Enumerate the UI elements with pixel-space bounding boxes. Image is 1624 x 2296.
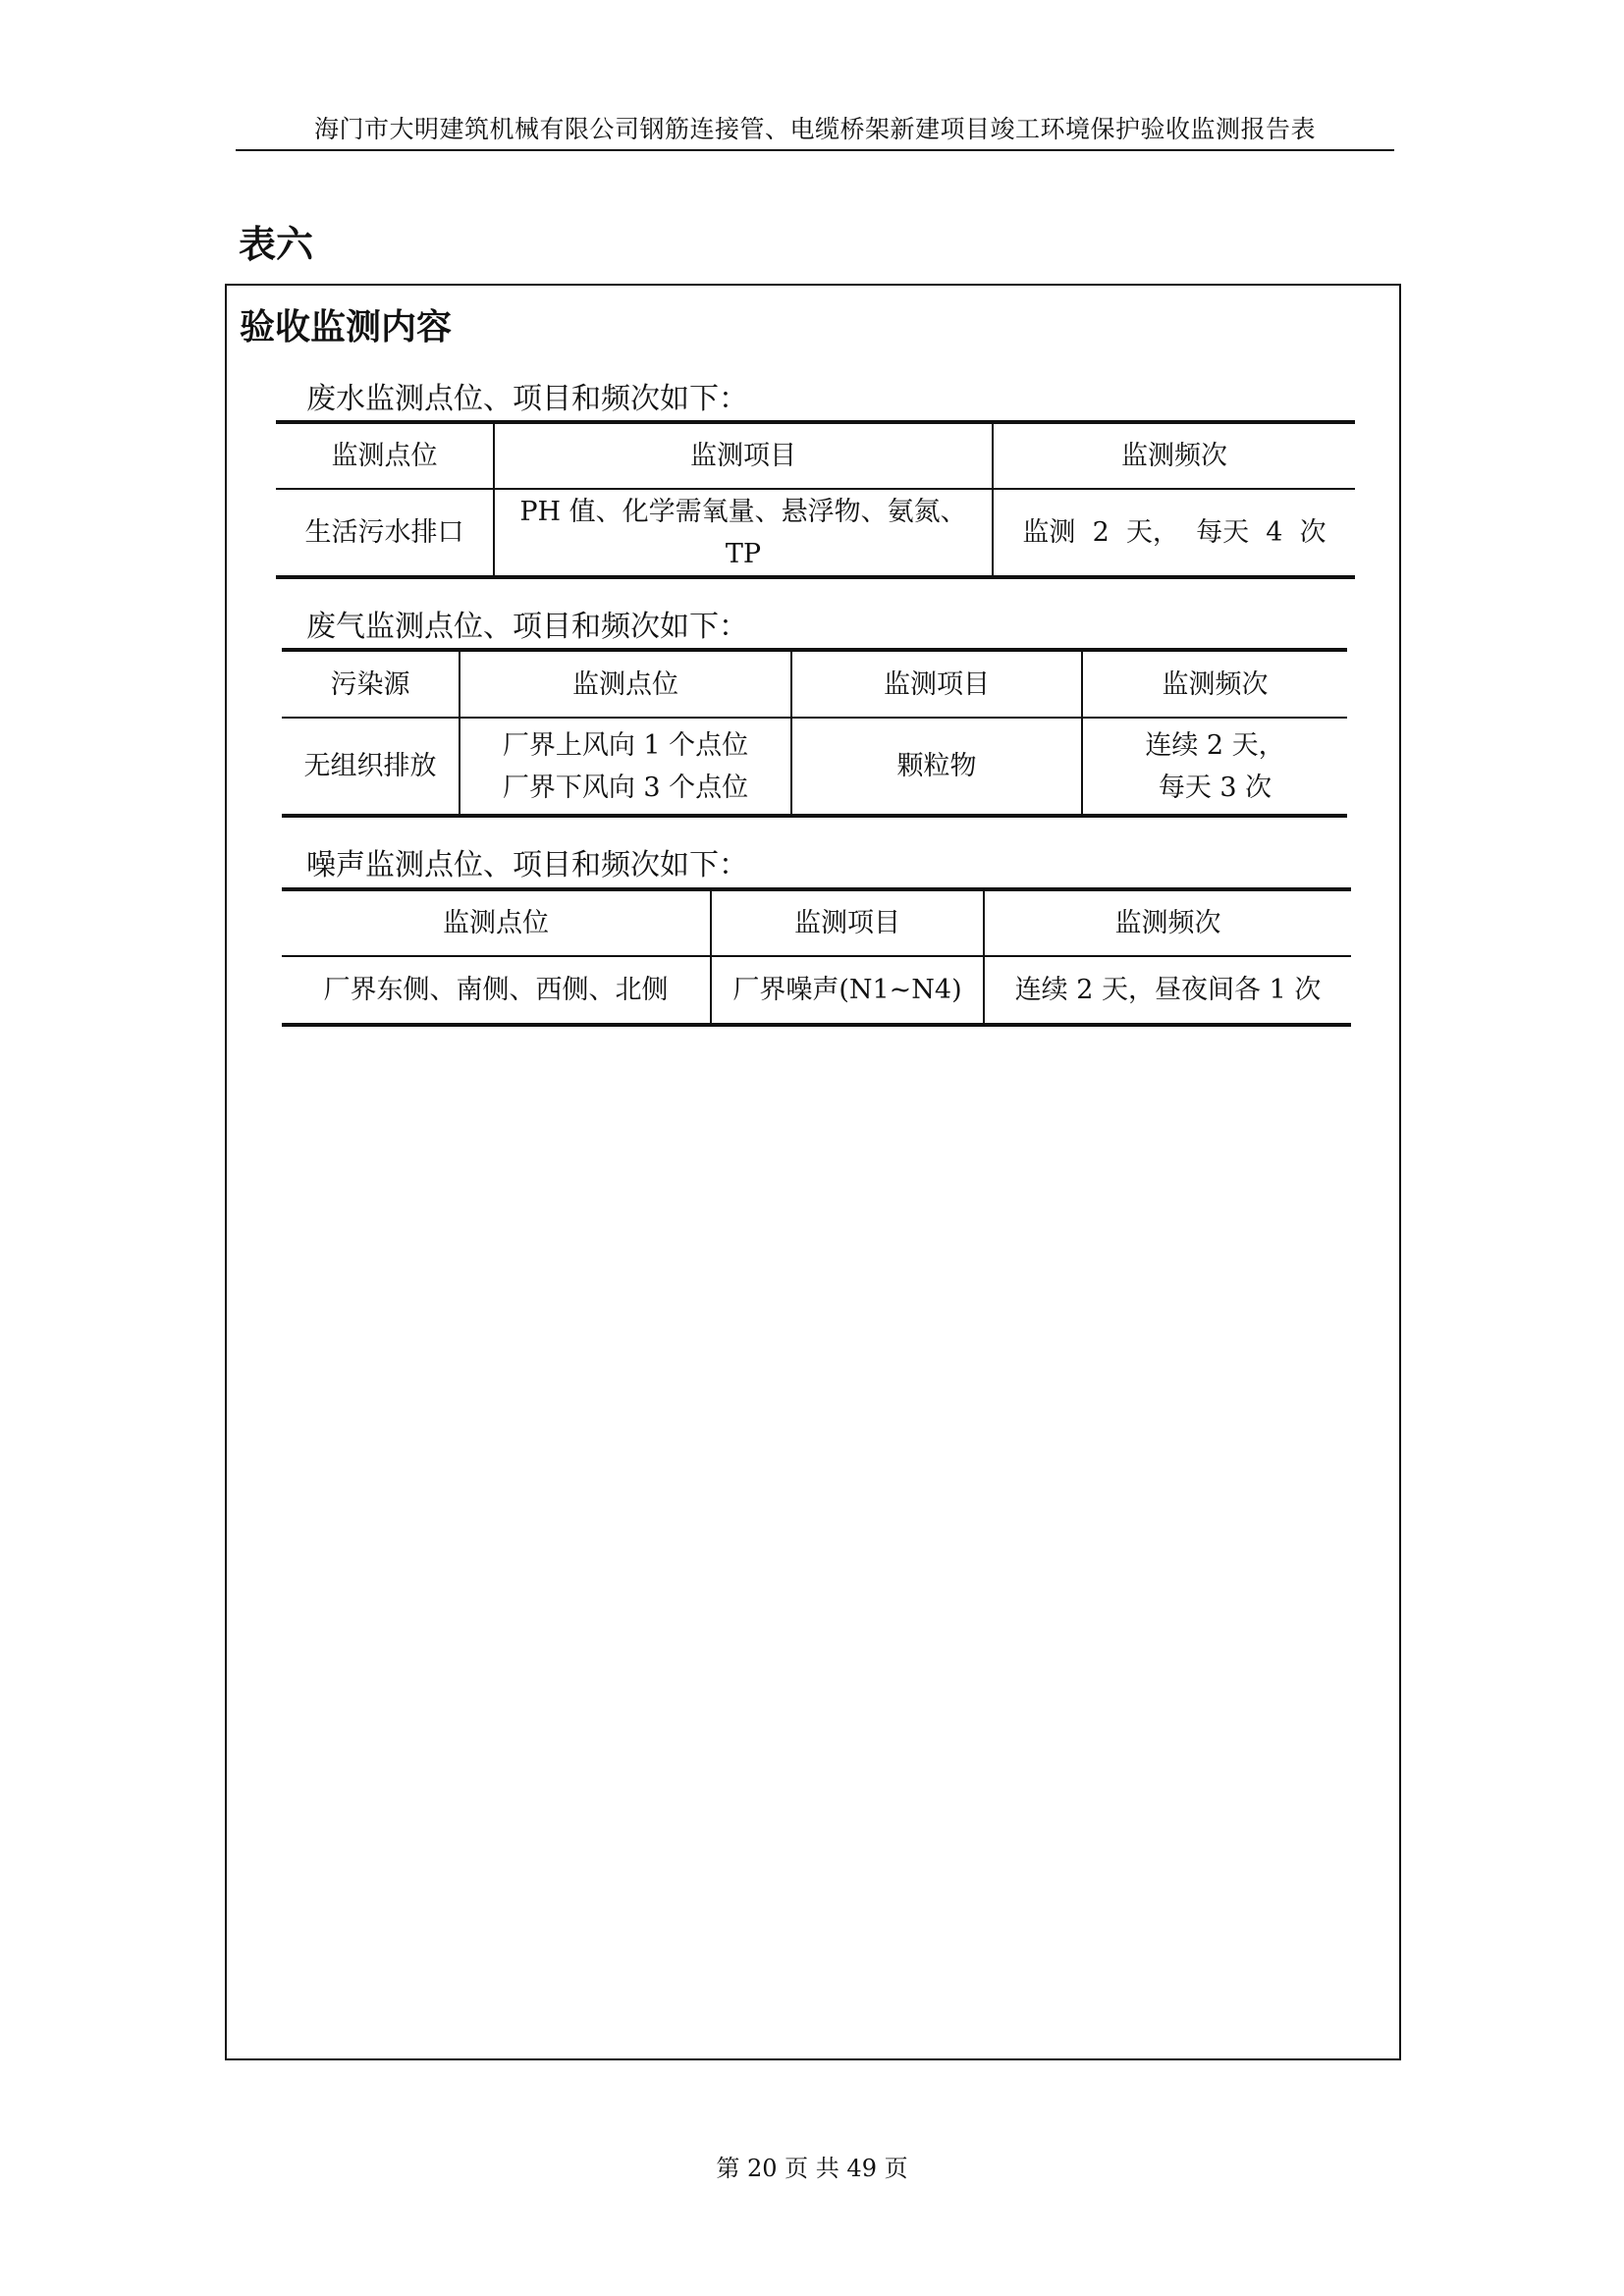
cell-line: PH 值、化学需氧量、悬浮物、氨氮、: [519, 496, 967, 527]
table-header-cell: 监测点位: [282, 889, 711, 956]
content-title: 验收监测内容: [240, 307, 453, 347]
section-label: 表六: [239, 223, 314, 266]
waste-gas-intro: 废气监测点位、项目和频次如下：: [306, 610, 748, 644]
table-header-cell: 监测点位: [276, 422, 494, 489]
table-cell: 厂界噪声(N1~N4): [711, 956, 984, 1025]
table-header-row: [282, 889, 1351, 956]
cell-line: 每天 3 次: [1158, 772, 1272, 803]
table-header-cell: 监测频次: [1082, 650, 1347, 718]
table-header-cell: 监测项目: [494, 422, 993, 489]
cell-line: TP: [725, 538, 762, 569]
header-divider: [236, 149, 1394, 151]
table-cell: [494, 489, 993, 577]
running-header: 海门市大明建筑机械有限公司钢筋连接管、电缆桥架新建项目竣工环境保护验收监测报告表: [313, 115, 1316, 143]
cell-line: 厂界上风向 1 个点位: [502, 729, 749, 761]
wastewater-table: [276, 420, 1355, 579]
table-cell: 生活污水排口: [276, 489, 494, 577]
table-header-cell: 监测项目: [711, 889, 984, 956]
table-cell: 无组织排放: [282, 718, 460, 816]
wastewater-intro: 废水监测点位、项目和频次如下：: [306, 382, 748, 416]
table-cell: 厂界东侧、南侧、西侧、北侧: [282, 956, 711, 1025]
table-header-cell: 监测频次: [993, 422, 1355, 489]
table-cell: [1082, 718, 1347, 816]
table-header-cell: 监测项目: [791, 650, 1082, 718]
waste-gas-table: [282, 648, 1347, 818]
table-cell: 颗粒物: [791, 718, 1082, 816]
table-row: [282, 956, 1351, 1025]
table-cell: 连续 2 天，昼夜间各 1 次: [984, 956, 1351, 1025]
page-number: 第 20 页 共 49 页: [716, 2155, 908, 2182]
cell-line: 连续 2 天，: [1145, 729, 1285, 761]
table-row: [276, 489, 1355, 577]
table-header-cell: 污染源: [282, 650, 460, 718]
table-header-cell: 监测频次: [984, 889, 1351, 956]
noise-table: [282, 887, 1351, 1027]
table-cell: [460, 718, 791, 816]
table-header-row: [276, 422, 1355, 489]
table-header-row: [282, 650, 1347, 718]
cell-line: 厂界下风向 3 个点位: [502, 772, 749, 803]
table-cell: 监测 2 天， 每天 4 次: [993, 489, 1355, 577]
table-row: [282, 718, 1347, 816]
noise-intro: 噪声监测点位、项目和频次如下：: [306, 848, 748, 882]
table-header-cell: 监测点位: [460, 650, 791, 718]
